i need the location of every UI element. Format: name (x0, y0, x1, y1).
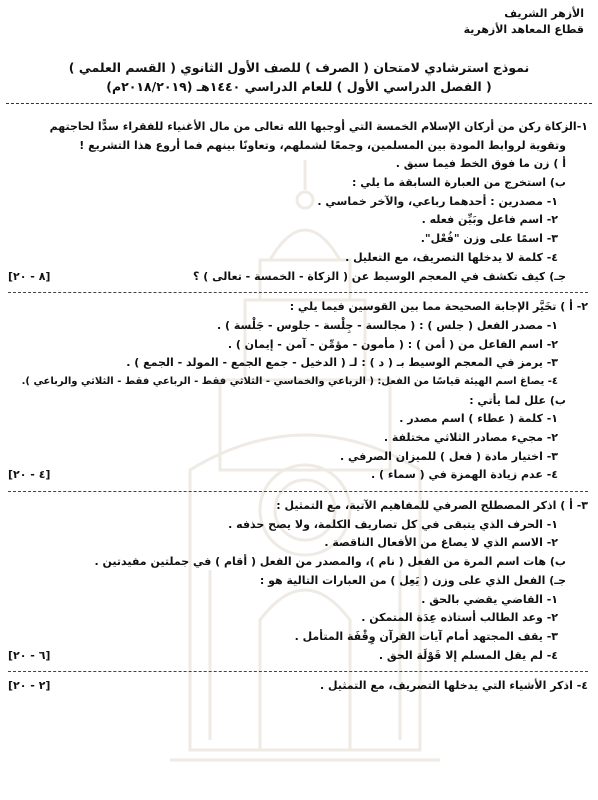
q3-b-label: ب) (549, 555, 566, 569)
q3-part-c (8, 572, 588, 591)
q3-a-item: ١- الحرف الذي يتبقى في كل تصاريف الكلمة، ولا يصح حذفه . (228, 517, 558, 531)
q4-mark: [٢ - ٢٠] (8, 679, 51, 693)
q2-a-item: ٣- يرمز في المعجم الوسيط بـ ( د ) : لـ ( الدخيل - جمع الجمع - المولد - الجمع ) . (126, 356, 558, 370)
section-divider (8, 671, 588, 672)
q2-head-text: تخَيَّر الإجابة الصحيحة مما بين القوسين فيما يلي : (289, 300, 557, 314)
exam-title-line2: ( الفصل الدراسي الأول ) للعام الدراسي ١٤٤٠هـ (٢٠١٨/٢٠١٩م) (106, 79, 492, 94)
q2-a-item: ٢- اسم الفاعل من ( أمن ) : ( مأمون - مؤمِّن - آمن - إيمان ) . (227, 337, 558, 351)
q3-a-item: ٢- الاسم الذي لا يصاغ من الأفعال الناقصة . (324, 536, 558, 550)
q3-c-text: الفعل الذي على وزن ( يَعِل ) من العبارات التالية هو : (259, 573, 546, 587)
q3-c-item: ٤- لم يقل المسلم إلا قَوْلَة الحق . [٦ - ٢٠] (8, 647, 588, 666)
q2-number: ٢- أ ) (560, 300, 588, 314)
q1-line2 (8, 137, 588, 156)
q1-part-a (8, 155, 588, 174)
q1-c-label: جـ) (549, 269, 566, 283)
q3-c-item: ٢- وعد الطالب أستاذه عِدَة المتمكن . (361, 611, 558, 625)
q1-c-text: كيف تكشف في المعجم الوسيط عن ( الزكاة - الخمسة - تعالى ) ؟ (193, 269, 546, 283)
q1-passage-line2: وتقوية لروابط المودة بين المسلمين، وجمعًا لشملهم، وتعاونًا بينهم فما أروع هذا التشريع ! (79, 138, 566, 152)
header-divider (6, 103, 592, 104)
institution-header (464, 6, 584, 38)
q2-b-label: ب) (549, 393, 566, 407)
q3-number: ٣- أ ) (560, 499, 588, 513)
q2-part-b (8, 392, 588, 411)
q1-line1 (8, 118, 588, 137)
q1-a-label: أ ) (553, 157, 566, 171)
q3-c-item: ١- القاضي يقضي بالحق . (421, 592, 558, 606)
q2-head (8, 298, 588, 317)
q3-c-item: ٣- يقف المجتهد أمام آيات القرآن وِقْفَة المتأمل . (294, 629, 558, 643)
q3-head (8, 497, 588, 516)
q2-b-item: ١- كلمة ( عطاء ) اسم مصدر . (399, 412, 558, 426)
section-divider (8, 491, 588, 492)
q1-b-label: ب) (549, 176, 566, 190)
q1-b-item: ٤- كلمة لا يدخلها التصريف، مع التعليل . (345, 250, 558, 264)
exam-content (8, 118, 588, 696)
section-divider (8, 292, 588, 293)
q4-line (8, 677, 588, 696)
q3-b-text: هات اسم المرة من الفعل ( نام )، والمصدر من الفعل ( أقام ) في جملتين مفيدتين . (94, 555, 547, 569)
q2-b-text: علل لما يأتي : (469, 393, 547, 407)
q1-number: ١- (576, 120, 588, 133)
exam-title-line1: نموذج استرشادي لامتحان ( الصرف ) للصف الأول الثانوي ( القسم العلمي ) (68, 60, 530, 75)
exam-title (0, 58, 598, 96)
q1-mark: [٨ - ٢٠] (8, 269, 51, 283)
q2-b-item: ٢- مجيء مصادر الثلاثي مختلفة . (383, 431, 558, 444)
q1-b-item: ٢- اسم فاعل وبَيِّن فعله . (421, 213, 558, 227)
q3-mark: [٦ - ٢٠] (8, 648, 51, 662)
q3-head-text: اذكر المصطلح الصرفي للمفاهيم الآتية، مع التمثيل : (276, 499, 557, 513)
q2-b-item: ٤- عدم زيادة الهمزة في ( سماء ) . [٤ - ٢٠] (8, 466, 588, 485)
q3-part-b (8, 553, 588, 572)
institution-sector: قطاع المعاهد الأزهرية (463, 23, 584, 36)
q1-b-item: ١- مصدرين : أحدهما رباعي، والآخر خماسي . (317, 194, 558, 208)
q3-c-label: جـ) (549, 573, 566, 587)
q1-part-b (8, 174, 588, 193)
q2-mark: [٤ - ٢٠] (8, 468, 51, 482)
q1-part-c (8, 268, 588, 287)
q4-number: ٤- (576, 679, 588, 693)
q1-passage-line1: الزكاة ركن من أركان الإسلام الخمسة التي أوجبها الله تعالى من مال الأغنياء للفقراء سدًّا لحاجتهم (49, 120, 577, 133)
q2-a-item: ٤- يصاغ اسم الهيئة قياسًا من الفعل: ( الرباعي والخماسي - الثلاثي فقط - الرباعي فقط - الثلاثي والرباعي ). (21, 375, 558, 387)
q1-a-text: زن ما فوق الخط فيما سبق . (395, 157, 550, 171)
q2-b-item: ٣- اختيار مادة ( فعل ) للميزان الصرفي . (339, 449, 558, 463)
q1-b-item: ٣- اسمًا على وزن "فُعْل". (420, 232, 558, 246)
institution-name: الأزهر الشريف (504, 7, 584, 20)
q2-a-item: ١- مصدر الفعل ( جلس ) : ( مجالسة - جِلْسة - جلوس - جَلْسة ) . (216, 318, 558, 332)
q1-b-text: استخرج من العبارة السابقة ما يلي : (352, 176, 547, 190)
q4-text: اذكر الأشياء التي يدخلها التصريف، مع التمثيل . (320, 679, 573, 693)
